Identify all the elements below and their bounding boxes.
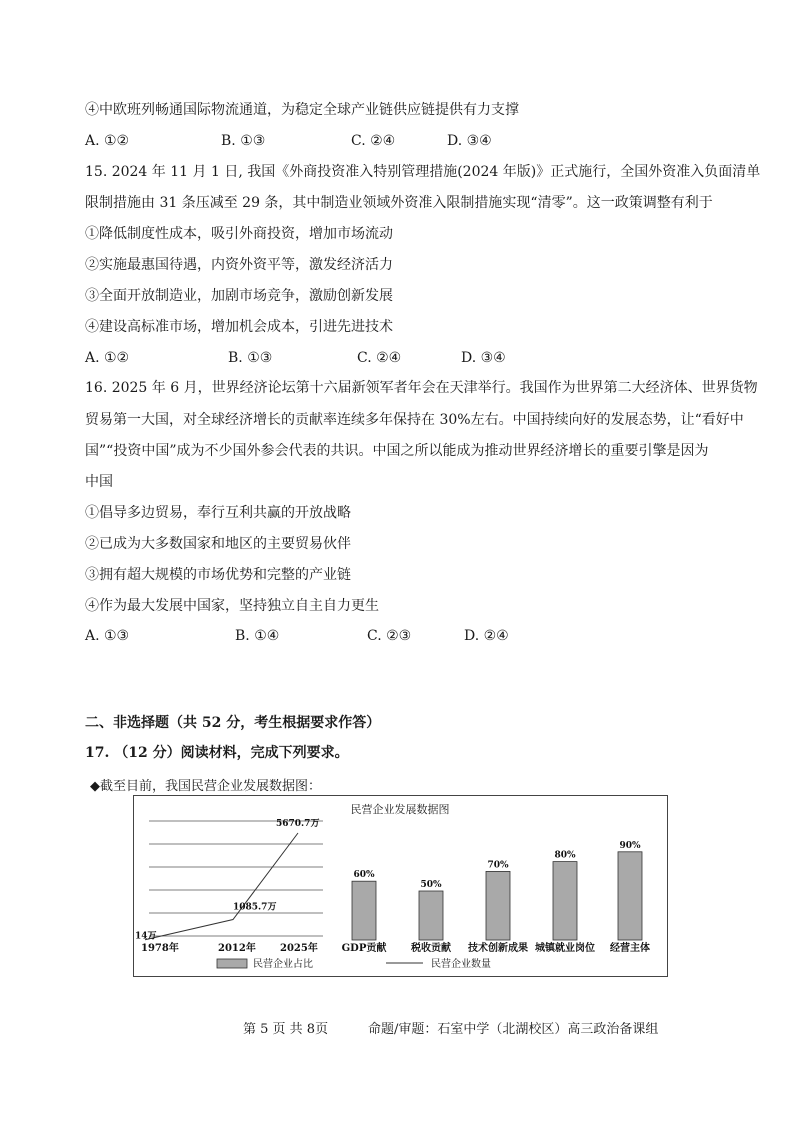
q16-statement-3: ③拥有超大规模的市场优势和完整的产业链	[85, 567, 351, 583]
q15-statement-4: ④建设高标准市场，增加机会成本，引进先进技术	[85, 319, 393, 335]
line-x-tick-label: 1978年	[141, 943, 179, 954]
q14-options	[85, 132, 645, 150]
bar-category-label: GDP贡献	[341, 943, 387, 954]
legend-bar-swatch	[217, 959, 247, 968]
bar-data-label: 90%	[619, 840, 641, 851]
q16-statement-1: ①倡导多边贸易，奉行互利共赢的开放战略	[85, 505, 351, 521]
q15-option-a[interactable]: A. ①②	[85, 350, 130, 366]
bar-data-label: 80%	[554, 850, 576, 861]
q15-options	[85, 349, 645, 367]
bar	[352, 881, 376, 940]
q16-option-a[interactable]: A. ①③	[85, 628, 130, 644]
chart-caption: ◆截至目前，我国民营企业发展数据图：	[90, 779, 321, 794]
bar-data-label: 70%	[487, 860, 509, 871]
q16-stem-line-3: 国”“投资中国”成为不少国外参会代表的共识。中国之所以能成为推动世界经济增长的重要引擎是因为	[85, 443, 709, 459]
section-2-heading: 二、非选择题（共 52 分，考生根据要求作答）	[85, 715, 381, 731]
q15-stem-line-2: 限制措施由 31 条压减至 29 条，其中制造业领域外资准入限制措施实现“清零”。这一政策调整有利于	[85, 195, 713, 211]
q16-option-c[interactable]: C. ②③	[367, 628, 412, 644]
q15-option-b[interactable]: B. ①③	[228, 350, 273, 366]
q15-statement-2: ②实施最惠国待遇，内资外资平等，激发经济活力	[85, 257, 393, 273]
bar-category-label: 经营主体	[610, 943, 650, 954]
q14-option-c[interactable]: C. ②④	[351, 133, 396, 149]
q16-option-d[interactable]: D. ②④	[464, 628, 509, 644]
q15-option-d[interactable]: D. ③④	[461, 350, 506, 366]
private-enterprise-chart	[133, 795, 668, 977]
q14-option-b[interactable]: B. ①③	[221, 133, 266, 149]
q14-option-d[interactable]: D. ③④	[447, 133, 492, 149]
bar-category-label: 城镇就业岗位	[535, 943, 595, 954]
q15-statement-3: ③全面开放制造业，加剧市场竞争，激励创新发展	[85, 288, 393, 304]
line-data-label: 1085.7万	[233, 902, 277, 913]
legend-bar-label: 民营企业占比	[253, 959, 313, 970]
line-x-tick-label: 2025年	[280, 943, 318, 954]
bar-data-label: 60%	[353, 870, 375, 881]
bar	[486, 871, 510, 940]
q17-title: 17. （12 分）阅读材料，完成下列要求。	[85, 745, 349, 761]
q16-statement-4: ④作为最大发展中国家，坚持独立自主自力更生	[85, 598, 379, 614]
q16-options	[85, 627, 645, 645]
legend-line-label: 民营企业数量	[431, 959, 491, 970]
bar	[618, 852, 642, 940]
bar-category-label: 税收贡献	[411, 943, 451, 954]
q15-option-c[interactable]: C. ②④	[357, 350, 402, 366]
line-data-label: 5670.7万	[276, 819, 320, 829]
q16-stem-line-2: 贸易第一大国，对全球经济增长的贡献率连续多年保持在 30%左右。中国持续向好的发展态势，让“看好中	[85, 412, 744, 428]
line-x-tick-label: 2012年	[218, 943, 256, 954]
chart-title: 民营企业发展数据图	[350, 803, 450, 816]
q16-statement-2: ②已成为大多数国家和地区的主要贸易伙伴	[85, 536, 351, 552]
bar	[419, 891, 443, 940]
bar-category-label: 技术创新成果	[468, 943, 528, 954]
q15-statement-1: ①降低制度性成本，吸引外商投资，增加市场流动	[85, 226, 393, 242]
q15-stem-line-1: 15. 2024 年 11 月 1 日, 我国《外商投资准入特别管理措施(2024 年版)》正式施行，全国外资准入负面清单	[85, 164, 761, 180]
q16-stem-line-1: 16. 2025 年 6 月，世界经济论坛第十六届新领军者年会在天津举行。我国作为世界第二大经济体、世界货物	[85, 380, 758, 396]
q14-option-a[interactable]: A. ①②	[85, 133, 130, 149]
q16-stem-line-4: 中国	[85, 474, 113, 490]
page-number: 第 5 页 共 8页	[243, 1022, 329, 1037]
bar-data-label: 50%	[420, 880, 442, 890]
line-data-label: 14万	[135, 931, 157, 942]
q14-statement-4: ④中欧班列畅通国际物流通道，为稳定全球产业链供应链提供有力支撑	[85, 102, 519, 118]
bar	[553, 862, 577, 940]
footer-credit: 命题/审题：石室中学（北湖校区）高三政治备课组	[368, 1022, 659, 1037]
q16-option-b[interactable]: B. ①④	[235, 628, 280, 644]
